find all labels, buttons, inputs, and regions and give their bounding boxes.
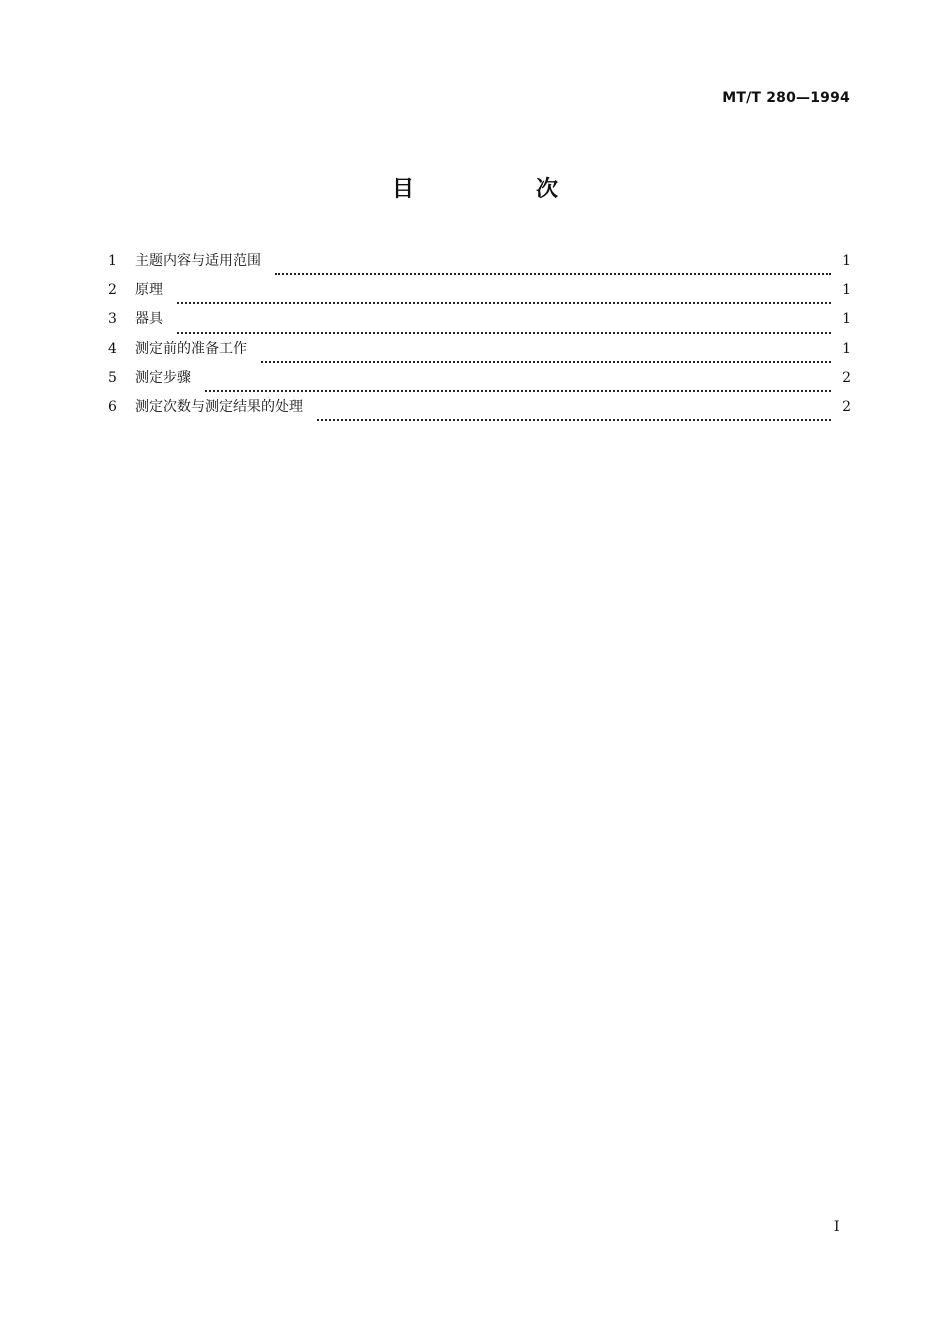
toc-entry-number: 5 (108, 369, 117, 386)
toc-dot-leader (205, 374, 831, 392)
toc-dot-leader (177, 286, 831, 304)
toc-entry[interactable] (108, 250, 851, 279)
toc-dot-leader (317, 403, 831, 421)
toc-entry-number: 2 (108, 282, 117, 299)
toc-entry-title: 器具 (135, 311, 163, 328)
toc-dot-leader (275, 257, 831, 275)
toc-entry-page: 2 (842, 369, 851, 386)
toc-dot-leader (177, 316, 831, 334)
toc-dot-leader (261, 345, 831, 363)
toc-entry-title: 测定步骤 (135, 369, 191, 386)
page-number: I (834, 1219, 840, 1235)
toc-entry-page: 1 (842, 253, 851, 269)
toc-title: 目 次 (391, 177, 608, 202)
table-of-contents (108, 250, 851, 425)
toc-entry[interactable] (108, 367, 851, 396)
toc-entry-title: 测定次数与测定结果的处理 (135, 398, 303, 415)
toc-entry-title: 测定前的准备工作 (135, 340, 247, 357)
toc-entry-number: 4 (108, 340, 117, 357)
toc-entry-page: 1 (842, 340, 851, 357)
toc-entry-number: 3 (108, 311, 117, 328)
toc-entry[interactable] (108, 396, 851, 425)
toc-entry[interactable] (108, 279, 851, 308)
standard-number: MT/T 280—1994 (722, 90, 850, 106)
toc-entry-number: 1 (108, 253, 117, 269)
toc-entry-title: 原理 (135, 282, 163, 299)
toc-entry[interactable] (108, 338, 851, 367)
toc-entry-page: 1 (842, 311, 851, 328)
toc-entry-number: 6 (108, 398, 117, 415)
toc-entry-title: 主题内容与适用范围 (135, 253, 261, 269)
toc-entry-page: 1 (842, 282, 851, 299)
toc-entry-page: 2 (842, 398, 851, 415)
toc-entry[interactable] (108, 308, 851, 337)
